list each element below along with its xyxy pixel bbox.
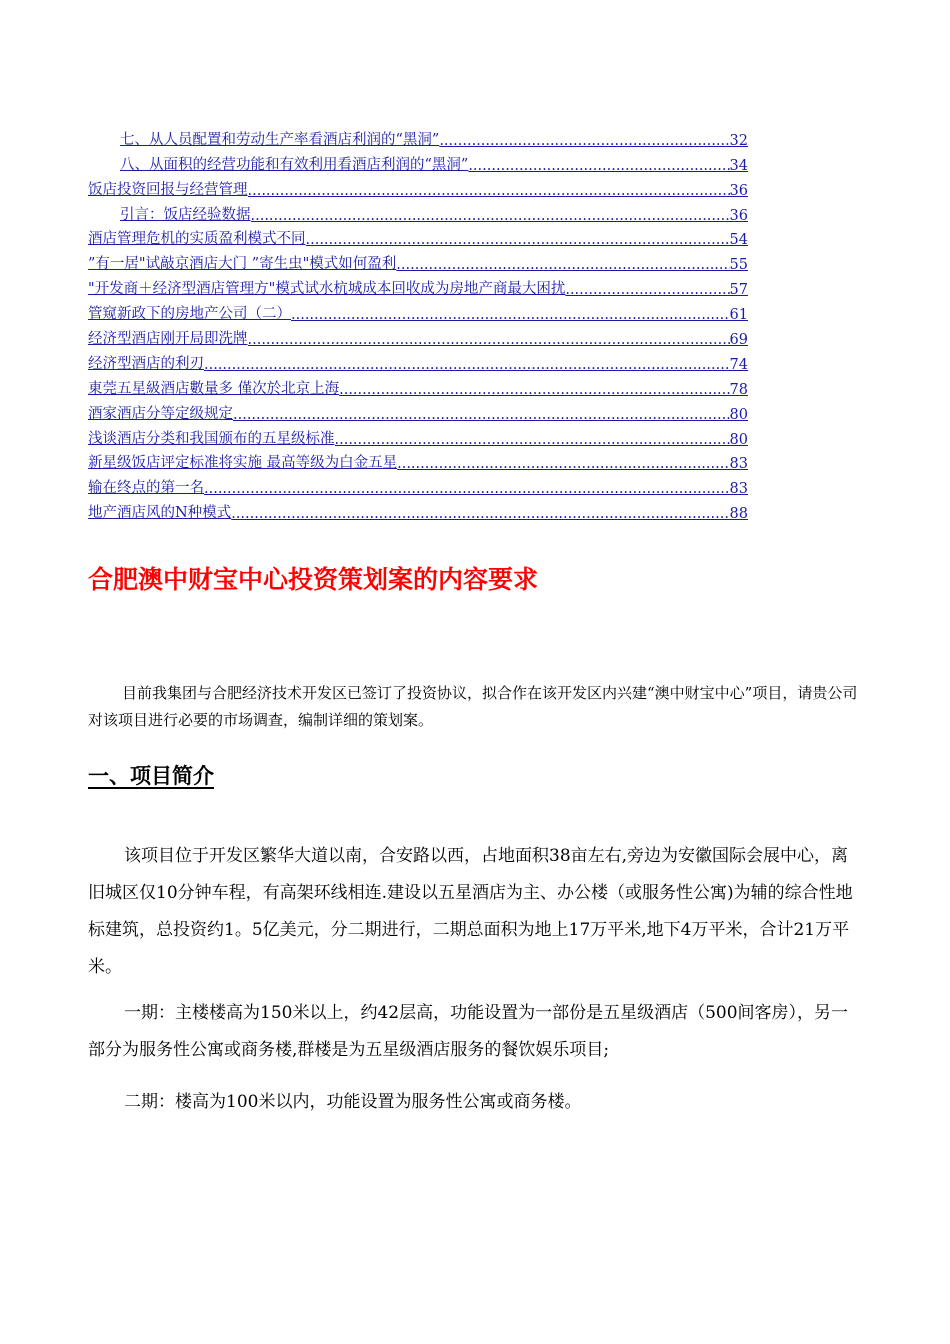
toc-entry[interactable] [88,398,748,423]
section-heading-project-overview: 一、项目简介 [88,763,214,788]
toc-leader-dots [291,307,730,323]
toc-page-number: 83 [729,456,748,473]
toc-leader-dots [233,407,730,423]
toc-page-number: 80 [729,406,748,423]
intro-paragraph: 目前我集团与合肥经济技术开发区已签订了投资协议，拟合作在该开发区内兴建“澳中财宝中心”项目，请贵公司对该项目进行必要的市场调查，编制详细的策划案。 [88,684,858,729]
toc-leader-dots [204,481,730,497]
toc-entry[interactable] [88,423,748,448]
toc-page-number: 88 [729,506,748,523]
toc-entry-title: 经济型酒店刚开局即洗牌 [88,331,248,348]
toc-entry-title: 東莞五星級酒店數量多 僅次於北京上海 [88,380,340,397]
toc-leader-dots [439,133,729,149]
toc-entry[interactable] [88,224,748,249]
toc-page-number: 69 [729,332,748,349]
toc-page-number: 36 [729,182,748,199]
toc-page-number: 55 [729,257,748,274]
toc-entry-title: 输在终点的第一名 [88,480,204,497]
toc-entry[interactable] [88,448,748,473]
toc-entry[interactable] [88,199,748,224]
toc-page-number: 61 [729,307,748,324]
toc-entry-title: 酒店管理危机的实质盈利模式不同 [88,231,306,248]
toc-leader-dots [204,357,730,373]
toc-leader-dots [397,456,729,472]
toc-page-number: 34 [729,157,748,174]
toc-leader-dots [231,506,729,522]
toc-entry[interactable] [88,273,748,298]
toc-entry[interactable] [88,298,748,323]
toc-leader-dots [248,183,730,199]
toc-entry-title: 饭店投资回报与经营管理 [88,181,248,198]
toc-entry-title: 管窥新政下的房地产公司（二） [88,306,291,323]
toc-leader-dots [306,232,730,248]
toc-entry[interactable] [88,472,748,497]
toc-entry[interactable] [88,323,748,348]
toc-entry[interactable] [88,174,748,199]
toc-entry-title: 新星级饭店评定标准将实施 最高等级为白金五星 [88,455,398,472]
toc-page-number: 80 [729,431,748,448]
body-paragraph: 一期：主楼楼高为150米以上，约42层高，功能设置为一部份是五星级酒店（500间客房），另一部分为服务性公寓或商务楼,群楼是为五星级酒店服务的餐饮娱乐项目; [88,1003,849,1060]
toc-leader-dots [248,332,730,348]
toc-page-number: 36 [729,207,748,224]
toc-page-number: 74 [729,356,748,373]
toc-leader-dots [396,257,729,273]
toc-leader-dots [251,208,730,224]
toc-page-number: 32 [729,132,748,149]
toc-entry-title: ”有一居"试敲京酒店大门 ”寄生虫"模式如何盈利 [88,256,397,273]
toc-entry[interactable] [88,373,748,398]
toc-entry[interactable] [88,149,748,174]
toc-leader-dots [565,282,729,298]
toc-entry[interactable] [88,248,748,273]
toc-entry-title: 地产酒店风的N种模式 [88,505,232,522]
toc-entry[interactable] [88,124,748,149]
toc-entry-title: 经济型酒店的利刃 [88,355,204,372]
toc-entry[interactable] [88,497,748,522]
toc-leader-dots [335,432,730,448]
toc-page-number: 83 [729,481,748,498]
toc-entry-title: 七、从人员配置和劳动生产率看酒店利润的“黑洞” [120,131,440,148]
body-paragraph: 二期：楼高为100米以内，功能设置为服务性公寓或商务楼。 [124,1092,582,1112]
toc-entry-title: 引言：饭店经验数据 [120,206,251,223]
toc-page-number: 54 [729,232,748,249]
toc-entry[interactable] [88,348,748,373]
toc-page-number: 78 [729,381,748,398]
toc-entry-title: 酒家酒店分等定级规定 [88,405,233,422]
toc-entry-title: 浅谈酒店分类和我国颁布的五星级标准 [88,430,335,447]
toc-entry-title: 八、从面积的经营功能和有效利用看酒店利润的“黑洞” [120,156,469,173]
toc-leader-dots [339,382,729,398]
toc-entry-title: "开发商＋经济型酒店管理方"模式试水杭城成本回收成为房地产商最大困扰 [88,281,566,298]
document-title: 合肥澳中财宝中心投资策划案的内容要求 [88,565,539,594]
toc-leader-dots [468,158,729,174]
body-paragraph: 该项目位于开发区繁华大道以南，合安路以西，占地面积38亩左右,旁边为安徽国际会展中心，离旧城区仅10分钟车程，有高架环线相连.建设以五星酒店为主、办公楼（或服务性公寓)为辅的综合性地标建筑，总投资约1。5亿美元，分二期进行，二期总面积为地上17万平米,地下4万平米，合计21万平米。 [88,846,853,977]
toc-page-number: 57 [729,282,748,299]
table-of-contents [88,124,748,522]
